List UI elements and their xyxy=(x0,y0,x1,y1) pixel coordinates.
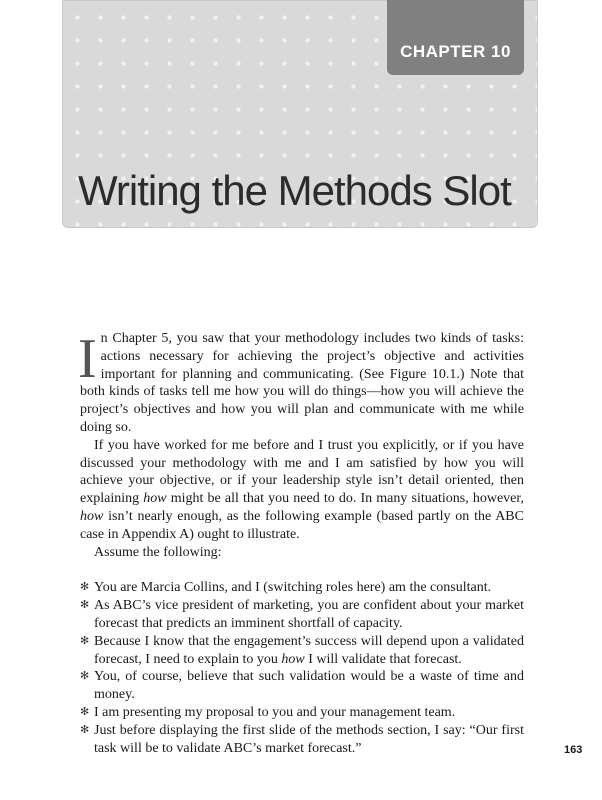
drop-cap: I xyxy=(78,328,97,390)
list-item: ✻ You, of course, believe that such validation would be a waste of time and money. xyxy=(80,669,524,703)
list-item: ✻ Just before displaying the first slide of the methods section, I say: “Our first task will be to validate ABC’s market forecast.” xyxy=(80,722,524,756)
chapter-tab xyxy=(387,0,524,75)
asterisk-bullet-icon: ✻ xyxy=(80,670,90,683)
assumption-list xyxy=(80,579,524,757)
asterisk-bullet-icon: ✻ xyxy=(80,723,90,736)
asterisk-bullet-icon: ✻ xyxy=(80,705,90,718)
paragraph-1 xyxy=(80,330,524,437)
list-item: ✻ I am presenting my proposal to you and your management team. xyxy=(80,704,456,720)
chapter-label: CHAPTER 10 xyxy=(400,41,511,61)
emphasis-how: how xyxy=(143,491,167,507)
asterisk-bullet-icon: ✻ xyxy=(80,599,90,612)
list-item: ✻ You are Marcia Collins, and I (switching roles here) am the consultant. xyxy=(80,580,492,596)
asterisk-bullet-icon: ✻ xyxy=(80,581,90,594)
list-item: ✻ As ABC’s vice president of marketing, you are confident about your market forecast that predicts an imminent shortfall of capacity. xyxy=(80,598,524,631)
emphasis-how: how xyxy=(80,508,104,524)
chapter-title: Writing the Methods Slot xyxy=(78,167,511,214)
asterisk-bullet-icon: ✻ xyxy=(80,634,90,647)
emphasis-how: how xyxy=(281,651,305,667)
paragraph-3: Assume the following: xyxy=(94,544,222,560)
paragraph-1-text: n Chapter 5, you saw that your methodology includes two kinds of tasks: actions necessary for achieving the project’s objective and activities important for planning and communicating. (See Figure 10.1.) Note that both kinds of tasks tell me how you will do things—how you will achieve the project’s objectives and how you will plan and communicate with me while doing so. xyxy=(80,331,524,435)
paragraph-2: If you have worked for me before and I trust you explicitly, or if you have discussed your methodology with me and I am satisfied by how you will achieve your objective, or if your leadership style isn’t detail oriented, then explaining how might be all that you need to do. In many situations, however, how isn’t nearly enough, as the following example (based partly on the ABC case in Appendix A) ought to illustrate. xyxy=(80,437,524,542)
body-text xyxy=(80,330,524,757)
page-number: 163 xyxy=(564,744,583,756)
list-item: ✻ Because I know that the engagement’s success will depend upon a validated forecast, I need to explain to you how I will validate that forecast. xyxy=(80,633,524,667)
